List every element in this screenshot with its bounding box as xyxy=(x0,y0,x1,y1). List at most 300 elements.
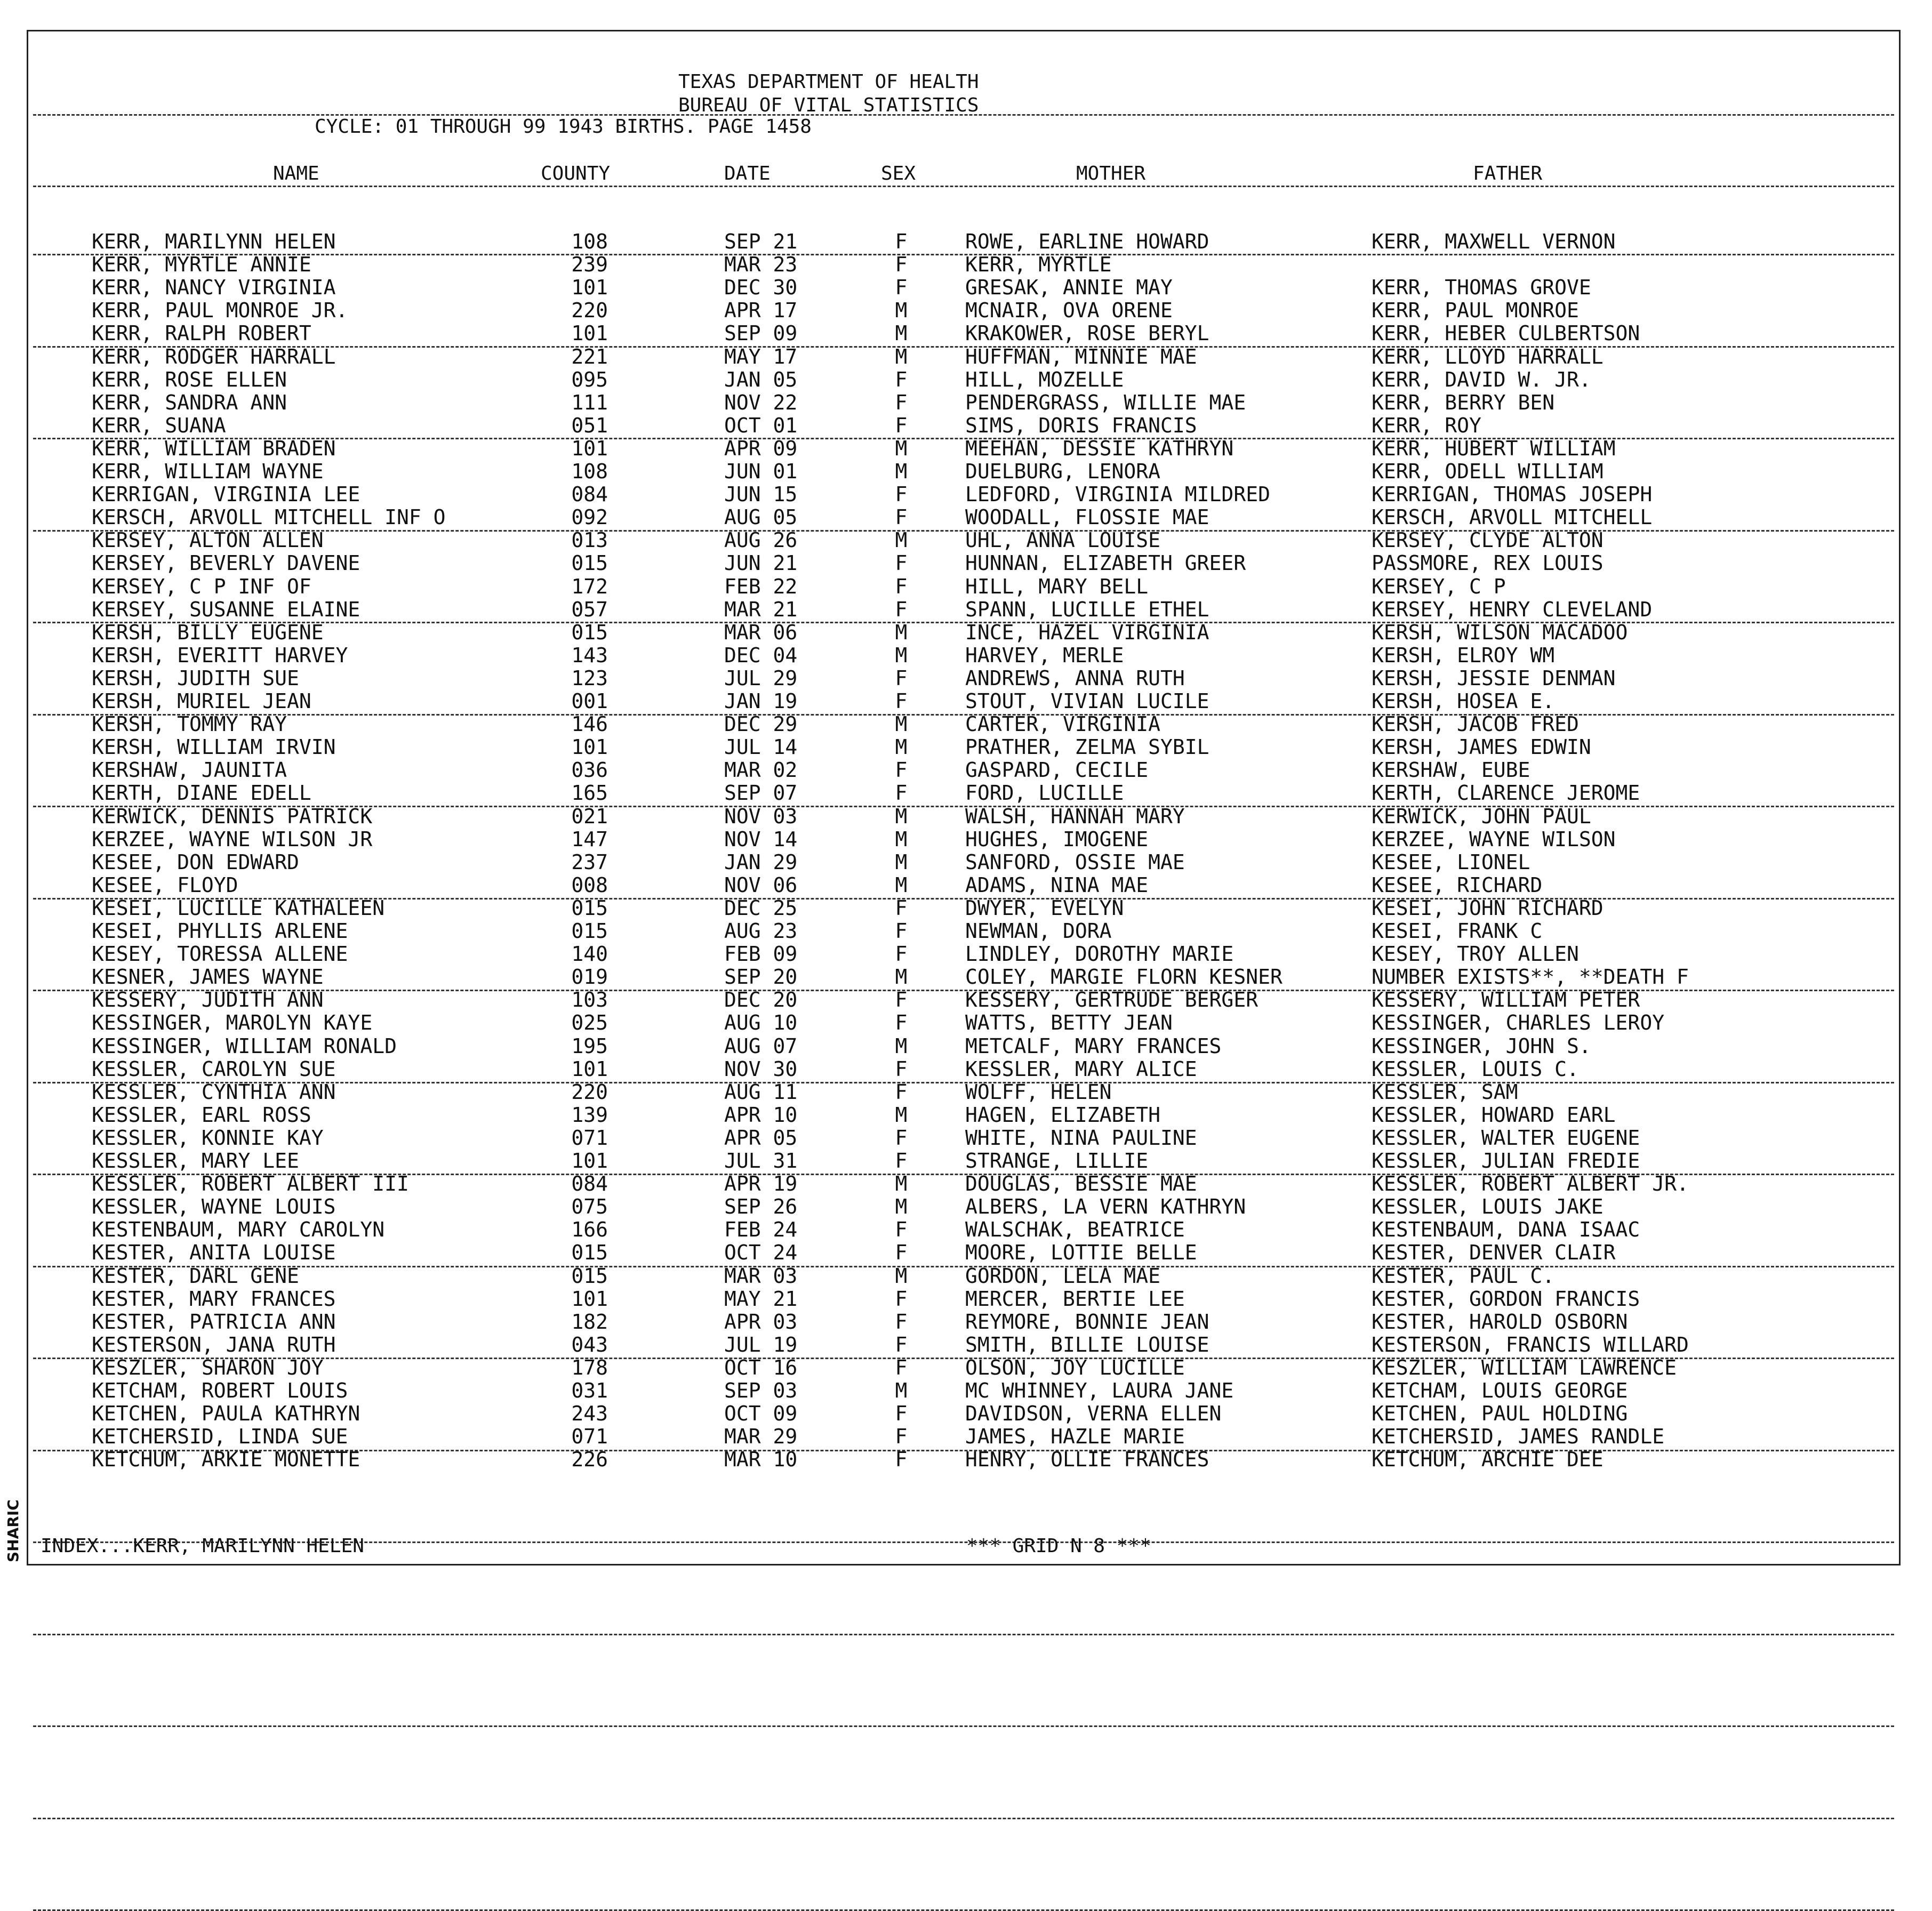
cell-county: 001 xyxy=(571,689,608,713)
cell-father: KETCHAM, LOUIS GEORGE xyxy=(1372,1379,1628,1402)
cell-county: 101 xyxy=(571,322,608,346)
cell-father: KESTER, DENVER CLAIR xyxy=(1372,1241,1616,1265)
dashed-rule xyxy=(33,1082,1894,1083)
dashed-rule xyxy=(33,1450,1894,1451)
cell-mother: KERR, MYRTLE xyxy=(965,253,1112,277)
cell-name: KERR, MARILYNN HELEN xyxy=(92,230,336,253)
cell-date: MAR 03 xyxy=(724,1264,798,1288)
cell-mother: KESSERY, GERTRUDE BERGER xyxy=(965,988,1258,1012)
cell-sex: F xyxy=(895,1332,908,1356)
cell-date: JAN 19 xyxy=(724,689,798,713)
cell-mother: HUFFMAN, MINNIE MAE xyxy=(965,344,1197,368)
cell-name: KERTH, DIANE EDELL xyxy=(92,781,311,805)
cell-county: 221 xyxy=(571,344,608,368)
cell-county: 015 xyxy=(571,919,608,943)
cell-date: DEC 30 xyxy=(724,276,798,300)
cell-mother: HILL, MOZELLE xyxy=(965,367,1124,391)
cell-date: MAR 10 xyxy=(724,1448,798,1472)
cell-father: KESEE, LIONEL xyxy=(1372,850,1530,874)
cell-sex: M xyxy=(895,1172,908,1196)
cell-sex: M xyxy=(895,436,908,460)
cell-mother: ADAMS, NINA MAE xyxy=(965,873,1149,897)
cell-name: KESSINGER, MAROLYN KAYE xyxy=(92,1011,373,1035)
cell-mother: OLSON, JOY LUCILLE xyxy=(965,1355,1185,1379)
cell-name: KERSEY, BEVERLY DAVENE xyxy=(92,551,360,575)
cell-sex: F xyxy=(895,1057,908,1081)
cell-mother: GRESAK, ANNIE MAY xyxy=(965,276,1173,300)
cell-mother: JAMES, HAZLE MARIE xyxy=(965,1425,1185,1449)
cell-name: KERSH, JUDITH SUE xyxy=(92,666,299,690)
cell-sex: M xyxy=(895,1034,908,1058)
cell-county: 220 xyxy=(571,1080,608,1104)
cell-date: MAR 02 xyxy=(724,758,798,782)
cell-county: 019 xyxy=(571,965,608,989)
cell-mother: NEWMAN, DORA xyxy=(965,919,1112,943)
cell-sex: F xyxy=(895,253,908,277)
cell-county: 108 xyxy=(571,460,608,483)
cell-date: JAN 29 xyxy=(724,850,798,874)
cell-name: KESTERSON, JANA RUTH xyxy=(92,1332,336,1356)
cell-name: KERR, NANCY VIRGINIA xyxy=(92,276,336,300)
cell-mother: STOUT, VIVIAN LUCILE xyxy=(965,689,1209,713)
cell-county: 095 xyxy=(571,367,608,391)
cell-county: 084 xyxy=(571,1172,608,1196)
cell-date: MAY 21 xyxy=(724,1287,798,1311)
cell-county: 051 xyxy=(571,413,608,437)
cell-county: 101 xyxy=(571,735,608,759)
cell-sex: M xyxy=(895,827,908,851)
cell-name: KERSH, TOMMY RAY xyxy=(92,712,287,736)
cell-father: KERSH, JAMES EDWIN xyxy=(1372,735,1591,759)
side-label: SHARIC xyxy=(4,1499,22,1562)
cell-county: 146 xyxy=(571,712,608,736)
cell-county: 031 xyxy=(571,1379,608,1402)
cell-date: FEB 22 xyxy=(724,574,798,598)
cell-county: 101 xyxy=(571,276,608,300)
cell-name: KETCHERSID, LINDA SUE xyxy=(92,1425,348,1449)
cell-name: KERR, WILLIAM WAYNE xyxy=(92,460,324,483)
dashed-rule xyxy=(33,806,1894,807)
cell-father: KESTER, HAROLD OSBORN xyxy=(1372,1310,1628,1334)
cell-name: KESEY, TORESSA ALLENE xyxy=(92,942,348,966)
cell-sex: F xyxy=(895,483,908,507)
dashed-rule xyxy=(33,1818,1894,1819)
cell-name: KESTENBAUM, MARY CAROLYN xyxy=(92,1218,385,1242)
cell-name: KESSLER, EARL ROSS xyxy=(92,1103,311,1127)
cell-date: AUG 11 xyxy=(724,1080,798,1104)
cell-mother: HAGEN, ELIZABETH xyxy=(965,1103,1161,1127)
dashed-rule xyxy=(33,1634,1894,1635)
cell-mother: COLEY, MARGIE FLORN KESNER xyxy=(965,965,1282,989)
cell-father: KESEI, FRANK C xyxy=(1372,919,1543,943)
cell-sex: F xyxy=(895,413,908,437)
cell-sex: F xyxy=(895,1080,908,1104)
cell-name: KESTER, ANITA LOUISE xyxy=(92,1241,336,1265)
cell-mother: DWYER, EVELYN xyxy=(965,896,1124,920)
cell-date: SEP 03 xyxy=(724,1379,798,1402)
cell-sex: F xyxy=(895,1448,908,1472)
cell-sex: M xyxy=(895,344,908,368)
cell-mother: MC WHINNEY, LAURA JANE xyxy=(965,1379,1234,1402)
cell-sex: F xyxy=(895,1218,908,1242)
cell-sex: M xyxy=(895,712,908,736)
cell-mother: WATTS, BETTY JEAN xyxy=(965,1011,1173,1035)
cell-mother: HUGHES, IMOGENE xyxy=(965,827,1149,851)
cell-name: KERSH, MURIEL JEAN xyxy=(92,689,311,713)
cell-father: KERR, ODELL WILLIAM xyxy=(1372,460,1604,483)
cell-date: SEP 07 xyxy=(724,781,798,805)
cell-sex: M xyxy=(895,322,908,346)
dashed-rule xyxy=(33,990,1894,991)
cell-mother: UHL, ANNA LOUISE xyxy=(965,528,1161,552)
cell-name: KERR, SANDRA ANN xyxy=(92,390,287,414)
cell-date: APR 10 xyxy=(724,1103,798,1127)
cell-mother: HENRY, OLLIE FRANCES xyxy=(965,1448,1209,1472)
cell-date: OCT 16 xyxy=(724,1355,798,1379)
cell-date: NOV 03 xyxy=(724,804,798,828)
cell-county: 013 xyxy=(571,528,608,552)
cell-county: 021 xyxy=(571,804,608,828)
cell-county: 057 xyxy=(571,597,608,621)
cell-sex: M xyxy=(895,1379,908,1402)
cell-father: KESZLER, WILLIAM LAWRENCE xyxy=(1372,1355,1677,1379)
cell-date: AUG 26 xyxy=(724,528,798,552)
cell-father: KERWICK, JOHN PAUL xyxy=(1372,804,1591,828)
cell-date: OCT 01 xyxy=(724,413,798,437)
cell-mother: HARVEY, MERLE xyxy=(965,643,1124,667)
cell-father: KERSCH, ARVOLL MITCHELL xyxy=(1372,505,1653,529)
cell-date: SEP 21 xyxy=(724,230,798,253)
cell-sex: M xyxy=(895,299,908,323)
cell-mother: GASPARD, CECILE xyxy=(965,758,1149,782)
cell-county: 220 xyxy=(571,299,608,323)
cell-sex: F xyxy=(895,1287,908,1311)
cell-sex: M xyxy=(895,1195,908,1219)
cell-mother: WOODALL, FLOSSIE MAE xyxy=(965,505,1209,529)
cell-sex: F xyxy=(895,276,908,300)
cell-father: KESSINGER, CHARLES LEROY xyxy=(1372,1011,1665,1035)
cell-date: SEP 20 xyxy=(724,965,798,989)
cell-sex: M xyxy=(895,873,908,897)
cell-father: KERSH, HOSEA E. xyxy=(1372,689,1555,713)
cell-mother: KESSLER, MARY ALICE xyxy=(965,1057,1197,1081)
cell-father: KERSEY, C P xyxy=(1372,574,1506,598)
cell-date: SEP 09 xyxy=(724,322,798,346)
cell-mother: SPANN, LUCILLE ETHEL xyxy=(965,597,1209,621)
cell-county: 101 xyxy=(571,1057,608,1081)
cell-mother: DOUGLAS, BESSIE MAE xyxy=(965,1172,1197,1196)
cell-father: KERR, HUBERT WILLIAM xyxy=(1372,436,1616,460)
cell-name: KETCHUM, ARKIE MONETTE xyxy=(92,1448,360,1472)
cell-sex: F xyxy=(895,1126,908,1150)
cell-name: KERSEY, C P INF OF xyxy=(92,574,311,598)
cell-date: APR 17 xyxy=(724,299,798,323)
cell-date: DEC 29 xyxy=(724,712,798,736)
cell-father: KERSH, ELROY WM xyxy=(1372,643,1555,667)
cell-county: 182 xyxy=(571,1310,608,1334)
cell-sex: M xyxy=(895,1103,908,1127)
cell-sex: F xyxy=(895,505,908,529)
cell-father: KESSLER, ROBERT ALBERT JR. xyxy=(1372,1172,1689,1196)
cell-father: KERR, BERRY BEN xyxy=(1372,390,1555,414)
dashed-rule xyxy=(33,714,1894,716)
cell-county: 123 xyxy=(571,666,608,690)
cell-name: KERRIGAN, VIRGINIA LEE xyxy=(92,483,360,507)
cell-date: NOV 22 xyxy=(724,390,798,414)
cell-date: AUG 23 xyxy=(724,919,798,943)
cell-county: 084 xyxy=(571,483,608,507)
cell-father: KESEI, JOHN RICHARD xyxy=(1372,896,1604,920)
cell-date: JAN 05 xyxy=(724,367,798,391)
cell-father: KERZEE, WAYNE WILSON xyxy=(1372,827,1616,851)
cell-county: 015 xyxy=(571,1264,608,1288)
cell-sex: F xyxy=(895,988,908,1012)
cell-name: KERSEY, SUSANNE ELAINE xyxy=(92,597,360,621)
cell-date: MAY 17 xyxy=(724,344,798,368)
cell-name: KESSLER, CAROLYN SUE xyxy=(92,1057,336,1081)
cell-father: KERR, PAUL MONROE xyxy=(1372,299,1579,323)
cell-county: 239 xyxy=(571,253,608,277)
cell-date: JUL 14 xyxy=(724,735,798,759)
cell-father: KERR, LLOYD HARRALL xyxy=(1372,344,1604,368)
cell-name: KESSERY, JUDITH ANN xyxy=(92,988,324,1012)
header-subtitle: BUREAU OF VITAL STATISTICS xyxy=(678,94,979,116)
header-title: TEXAS DEPARTMENT OF HEALTH xyxy=(678,71,979,93)
cell-mother: LEDFORD, VIRGINIA MILDRED xyxy=(965,483,1270,507)
dashed-rule xyxy=(33,898,1894,900)
cell-date: NOV 30 xyxy=(724,1057,798,1081)
cell-mother: HILL, MARY BELL xyxy=(965,574,1149,598)
cell-date: JUN 15 xyxy=(724,483,798,507)
cell-sex: F xyxy=(895,689,908,713)
cell-mother: SIMS, DORIS FRANCIS xyxy=(965,413,1197,437)
cell-sex: F xyxy=(895,1241,908,1265)
cell-mother: STRANGE, LILLIE xyxy=(965,1149,1149,1173)
cell-mother: GORDON, LELA MAE xyxy=(965,1264,1161,1288)
cell-mother: WALSH, HANNAH MARY xyxy=(965,804,1185,828)
cell-mother: CARTER, VIRGINIA xyxy=(965,712,1161,736)
cell-sex: F xyxy=(895,551,908,575)
cell-father: KERSHAW, EUBE xyxy=(1372,758,1530,782)
cell-county: 140 xyxy=(571,942,608,966)
cell-mother: SANFORD, OSSIE MAE xyxy=(965,850,1185,874)
cell-date: AUG 10 xyxy=(724,1011,798,1035)
cell-date: AUG 07 xyxy=(724,1034,798,1058)
cell-date: JUN 01 xyxy=(724,460,798,483)
cell-mother: DUELBURG, LENORA xyxy=(965,460,1161,483)
cell-county: 165 xyxy=(571,781,608,805)
dashed-rule xyxy=(33,438,1894,439)
cell-date: FEB 09 xyxy=(724,942,798,966)
cell-county: 103 xyxy=(571,988,608,1012)
col-header-sex: SEX xyxy=(881,163,916,184)
cell-county: 178 xyxy=(571,1355,608,1379)
cell-name: KESTER, MARY FRANCES xyxy=(92,1287,336,1311)
cell-sex: F xyxy=(895,1425,908,1449)
col-header-father: FATHER xyxy=(1473,163,1543,184)
cell-name: KESNER, JAMES WAYNE xyxy=(92,965,324,989)
cell-name: KERSEY, ALTON ALLEN xyxy=(92,528,324,552)
cell-date: APR 09 xyxy=(724,436,798,460)
cell-father: KESEE, RICHARD xyxy=(1372,873,1543,897)
cell-father: KESSLER, WALTER EUGENE xyxy=(1372,1126,1640,1150)
cell-father: KERSH, JACOB FRED xyxy=(1372,712,1579,736)
cell-date: MAR 06 xyxy=(724,620,798,644)
cell-name: KESSLER, KONNIE KAY xyxy=(92,1126,324,1150)
dashed-rule xyxy=(33,254,1894,255)
cell-county: 243 xyxy=(571,1402,608,1426)
cell-mother: SMITH, BILLIE LOUISE xyxy=(965,1332,1209,1356)
cell-sex: M xyxy=(895,460,908,483)
cell-father: KESTERSON, FRANCIS WILLARD xyxy=(1372,1332,1689,1356)
cell-father: KESSLER, SAM xyxy=(1372,1080,1518,1104)
cell-father: KESTER, PAUL C. xyxy=(1372,1264,1555,1288)
cell-mother: KRAKOWER, ROSE BERYL xyxy=(965,322,1209,346)
cell-father: KERR, DAVID W. JR. xyxy=(1372,367,1591,391)
cell-sex: M xyxy=(895,735,908,759)
cell-father: KERSH, WILSON MACADOO xyxy=(1372,620,1628,644)
cell-mother: PENDERGRASS, WILLIE MAE xyxy=(965,390,1246,414)
dashed-rule xyxy=(33,114,1894,116)
cell-mother: FORD, LUCILLE xyxy=(965,781,1124,805)
cell-date: MAR 21 xyxy=(724,597,798,621)
cell-sex: M xyxy=(895,643,908,667)
cell-sex: F xyxy=(895,758,908,782)
cell-county: 101 xyxy=(571,1149,608,1173)
cell-sex: F xyxy=(895,1310,908,1334)
cell-county: 101 xyxy=(571,436,608,460)
cell-name: KESZLER, SHARON JOY xyxy=(92,1355,324,1379)
cell-date: DEC 20 xyxy=(724,988,798,1012)
cell-county: 043 xyxy=(571,1332,608,1356)
cell-sex: F xyxy=(895,896,908,920)
cell-sex: F xyxy=(895,1149,908,1173)
cell-name: KESEE, DON EDWARD xyxy=(92,850,299,874)
cell-sex: F xyxy=(895,1011,908,1035)
cell-father: KERR, ROY xyxy=(1372,413,1481,437)
cell-name: KERR, WILLIAM BRADEN xyxy=(92,436,336,460)
dashed-rule xyxy=(33,346,1894,348)
cell-father: KETCHUM, ARCHIE DEE xyxy=(1372,1448,1604,1472)
cell-mother: ALBERS, LA VERN KATHRYN xyxy=(965,1195,1246,1219)
cell-sex: M xyxy=(895,1264,908,1288)
cell-name: KERR, MYRTLE ANNIE xyxy=(92,253,311,277)
cell-county: 172 xyxy=(571,574,608,598)
cell-name: KETCHEN, PAULA KATHRYN xyxy=(92,1402,360,1426)
cell-date: AUG 05 xyxy=(724,505,798,529)
cell-date: APR 05 xyxy=(724,1126,798,1150)
cell-date: FEB 24 xyxy=(724,1218,798,1242)
cell-date: MAR 23 xyxy=(724,253,798,277)
cell-name: KETCHAM, ROBERT LOUIS xyxy=(92,1379,348,1402)
cell-county: 147 xyxy=(571,827,608,851)
cell-date: SEP 26 xyxy=(724,1195,798,1219)
cell-county: 071 xyxy=(571,1126,608,1150)
cell-sex: F xyxy=(895,367,908,391)
cell-sex: F xyxy=(895,390,908,414)
cell-sex: M xyxy=(895,804,908,828)
dashed-rule xyxy=(33,1725,1894,1727)
cell-county: 036 xyxy=(571,758,608,782)
cell-county: 015 xyxy=(571,551,608,575)
cell-date: MAR 29 xyxy=(724,1425,798,1449)
cell-father: KERR, HEBER CULBERTSON xyxy=(1372,322,1640,346)
cell-date: NOV 06 xyxy=(724,873,798,897)
header-cycle: CYCLE: 01 THROUGH 99 1943 BIRTHS. PAGE 1458 xyxy=(315,116,812,138)
cell-date: JUN 21 xyxy=(724,551,798,575)
cell-mother: DAVIDSON, VERNA ELLEN xyxy=(965,1402,1222,1426)
cell-name: KERR, RODGER HARRALL xyxy=(92,344,336,368)
cell-mother: WALSCHAK, BEATRICE xyxy=(965,1218,1185,1242)
cell-father: NUMBER EXISTS**, **DEATH F xyxy=(1372,965,1689,989)
cell-name: KESTER, DARL GENE xyxy=(92,1264,299,1288)
cell-date: JUL 19 xyxy=(724,1332,798,1356)
cell-mother: LINDLEY, DOROTHY MARIE xyxy=(965,942,1234,966)
cell-father: KESSLER, HOWARD EARL xyxy=(1372,1103,1616,1127)
cell-father: KESSLER, LOUIS C. xyxy=(1372,1057,1579,1081)
cell-father: PASSMORE, REX LOUIS xyxy=(1372,551,1604,575)
cell-father: KESSLER, LOUIS JAKE xyxy=(1372,1195,1604,1219)
col-header-mother: MOTHER xyxy=(1076,163,1146,184)
cell-county: 015 xyxy=(571,620,608,644)
cell-father: KERSEY, HENRY CLEVELAND xyxy=(1372,597,1653,621)
cell-sex: F xyxy=(895,919,908,943)
cell-mother: MOORE, LOTTIE BELLE xyxy=(965,1241,1197,1265)
cell-mother: WHITE, NINA PAULINE xyxy=(965,1126,1197,1150)
cell-name: KERSHAW, JAUNITA xyxy=(92,758,287,782)
cell-father: KESSERY, WILLIAM PETER xyxy=(1372,988,1640,1012)
cell-sex: F xyxy=(895,597,908,621)
cell-sex: M xyxy=(895,850,908,874)
cell-father: KESTER, GORDON FRANCIS xyxy=(1372,1287,1640,1311)
cell-mother: INCE, HAZEL VIRGINIA xyxy=(965,620,1209,644)
cell-county: 166 xyxy=(571,1218,608,1242)
cell-sex: M xyxy=(895,965,908,989)
cell-date: APR 19 xyxy=(724,1172,798,1196)
cell-county: 008 xyxy=(571,873,608,897)
cell-name: KERWICK, DENNIS PATRICK xyxy=(92,804,373,828)
cell-county: 108 xyxy=(571,230,608,253)
cell-sex: M xyxy=(895,620,908,644)
cell-name: KERSCH, ARVOLL MITCHELL INF O xyxy=(92,505,446,529)
cell-name: KERR, SUANA xyxy=(92,413,226,437)
dashed-rule xyxy=(33,1174,1894,1175)
cell-county: 195 xyxy=(571,1034,608,1058)
cell-father: KETCHEN, PAUL HOLDING xyxy=(1372,1402,1628,1426)
cell-date: DEC 25 xyxy=(724,896,798,920)
cell-date: JUL 31 xyxy=(724,1149,798,1173)
cell-county: 226 xyxy=(571,1448,608,1472)
cell-name: KESSLER, MARY LEE xyxy=(92,1149,299,1173)
dashed-rule xyxy=(33,622,1894,623)
cell-name: KESEE, FLOYD xyxy=(92,873,238,897)
cell-date: APR 03 xyxy=(724,1310,798,1334)
dashed-rule xyxy=(33,1358,1894,1359)
cell-mother: ROWE, EARLINE HOWARD xyxy=(965,230,1209,253)
cell-county: 015 xyxy=(571,896,608,920)
cell-county: 111 xyxy=(571,390,608,414)
cell-mother: MERCER, BERTIE LEE xyxy=(965,1287,1185,1311)
cell-county: 015 xyxy=(571,1241,608,1265)
cell-father: KESSINGER, JOHN S. xyxy=(1372,1034,1591,1058)
cell-name: KESSINGER, WILLIAM RONALD xyxy=(92,1034,397,1058)
cell-father: KERR, THOMAS GROVE xyxy=(1372,276,1591,300)
cell-name: KESSLER, ROBERT ALBERT III xyxy=(92,1172,409,1196)
cell-date: OCT 24 xyxy=(724,1241,798,1265)
cell-name: KERSH, EVERITT HARVEY xyxy=(92,643,348,667)
cell-name: KESSLER, CYNTHIA ANN xyxy=(92,1080,336,1104)
cell-county: 139 xyxy=(571,1103,608,1127)
